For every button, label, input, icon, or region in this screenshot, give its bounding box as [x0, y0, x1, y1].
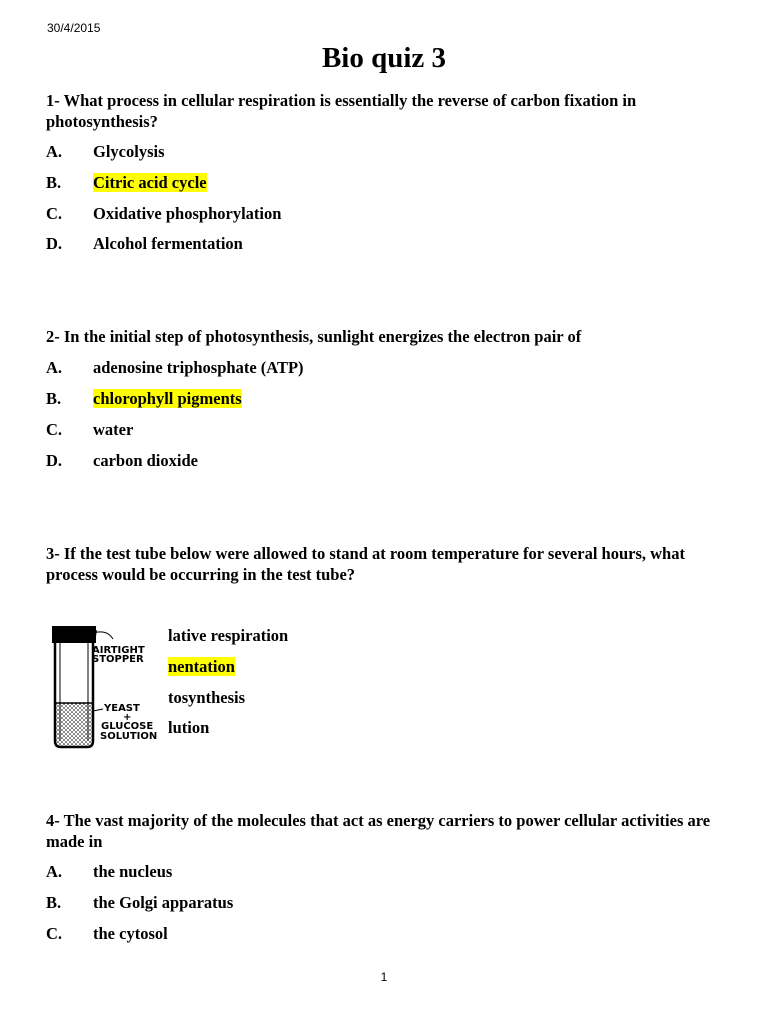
option-text: the cytosol — [93, 924, 168, 943]
q4-option-a — [46, 861, 172, 883]
option-letter: B. — [46, 893, 62, 912]
option-fragment-text-highlighted: nentation — [168, 657, 235, 676]
option-letter: A. — [46, 862, 63, 881]
stopper-label-line2: STOPPER — [92, 654, 144, 665]
option-letter: C. — [46, 204, 63, 223]
stopper-label-line1: AIRTIGHT — [92, 645, 145, 656]
q4-option-b — [46, 892, 233, 914]
test-tube-figure — [47, 591, 168, 752]
option-fragment-text: tosynthesis — [168, 688, 246, 707]
q4-option-c — [46, 923, 168, 945]
option-letter: A. — [46, 358, 63, 377]
option-text-highlighted: chlorophyll pigments — [93, 389, 242, 408]
date-text: 30/4/2015 — [47, 21, 101, 35]
q2-option-c — [46, 419, 133, 441]
option-letter: C. — [46, 924, 63, 943]
q1-option-c — [46, 203, 281, 225]
option-text: adenosine triphosphate (ATP) — [93, 358, 304, 377]
q1-option-b — [46, 172, 207, 194]
option-text: carbon dioxide — [93, 451, 198, 470]
option-text: Glycolysis — [93, 142, 165, 161]
option-letter: B. — [46, 173, 62, 192]
option-text: Oxidative phosphorylation — [93, 204, 282, 223]
page-title: Bio quiz 3 — [321, 42, 447, 74]
test-tube-illustration — [47, 591, 168, 752]
q1-option-a — [46, 141, 165, 163]
option-letter: D. — [46, 234, 63, 253]
option-letter: A. — [46, 142, 63, 161]
q2-option-b — [46, 388, 242, 410]
option-letter: B. — [46, 389, 62, 408]
option-fragment-text: lative respiration — [168, 626, 289, 645]
option-text: Alcohol fermentation — [93, 234, 243, 253]
question-4-stem: 4- The vast majority of the molecules that act as energy carriers to power cellular activities are made in — [46, 811, 711, 851]
q3-option-fragment-1 — [168, 625, 288, 647]
option-text: the Golgi apparatus — [93, 893, 234, 912]
solution-label-line3: GLUCOSE — [101, 721, 154, 732]
solution-label-line1: YEAST — [104, 703, 140, 714]
solution-label-line2: + — [123, 712, 132, 723]
question-1-stem: 1- What process in cellular respiration is essentially the reverse of carbon fixation in photosynthesis? — [46, 91, 637, 131]
q3-option-fragment-4 — [168, 717, 209, 739]
option-text: the nucleus — [93, 862, 173, 881]
option-text-highlighted: Citric acid cycle — [93, 173, 207, 192]
option-letter: D. — [46, 451, 63, 470]
question-3-stem: 3- If the test tube below were allowed to stand at room temperature for several hours, what process would be occurring in the test tube? — [46, 544, 685, 584]
q2-option-d — [46, 450, 198, 472]
q2-option-a — [46, 357, 304, 379]
option-text: water — [93, 420, 134, 439]
solution-label-line4: SOLUTION — [100, 731, 158, 742]
option-fragment-text: lution — [168, 718, 210, 737]
page-number: 1 — [380, 970, 388, 984]
q3-option-fragment-2 — [168, 656, 235, 678]
q1-option-d — [46, 233, 243, 255]
question-2-stem: 2- In the initial step of photosynthesis, sunlight energizes the electron pair of — [46, 327, 582, 346]
q3-option-fragment-3 — [168, 687, 245, 709]
option-letter: C. — [46, 420, 63, 439]
